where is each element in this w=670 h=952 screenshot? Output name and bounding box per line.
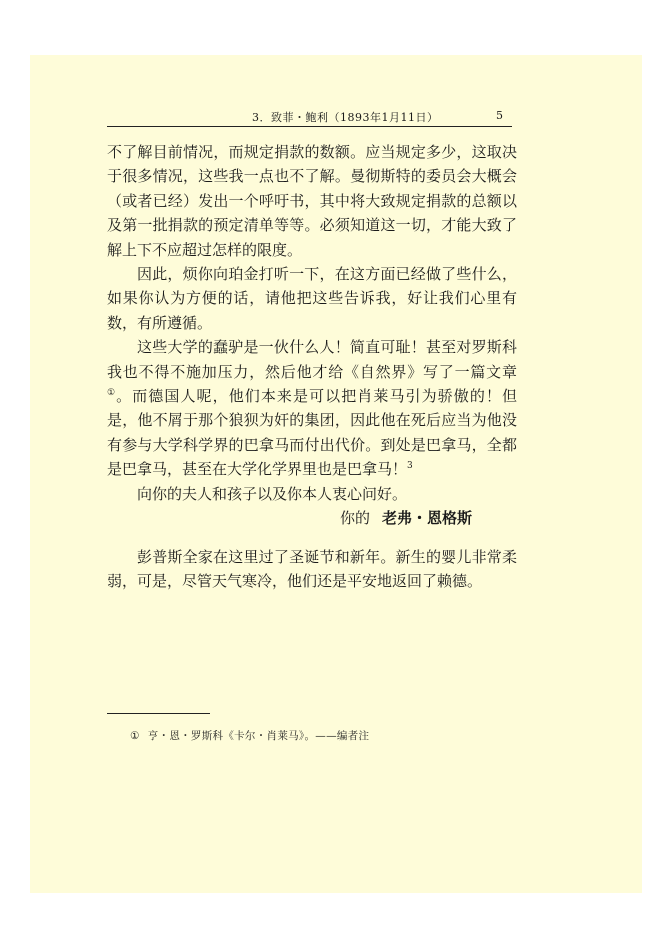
- signature: [107, 506, 517, 530]
- signature-name: 老弗・恩格斯: [382, 509, 473, 528]
- paragraph-3-text-b: 。而德国人呢，他们本来是可以把肖莱马引为骄傲的！但是，他不屑于那个狼狈为奸的集团，因此他在死后应当为他没有参与大学科学界的巴拿马而付出代价。到处是巴拿马，全都是巴拿马，甚至在大学化学界里也是巴拿马！: [107, 387, 517, 479]
- letter-body: [107, 140, 517, 531]
- footnote-text: 亨・恩・罗斯科《卡尔・肖莱马》。——编者注: [147, 730, 370, 742]
- postscript: 彭普斯全家在这里过了圣诞节和新年。新生的婴儿非常柔弱，可是，尽管天气寒冷，他们还是平安地返回了赖德。: [107, 548, 517, 591]
- footnote-rule: [107, 713, 210, 714]
- running-head: [107, 106, 512, 127]
- paragraph-1: 不了解目前情况，而规定捐款的数额。应当规定多少，这取决于很多情况，这些我一点也不了解。曼彻斯特的委员会大概会（或者已经）发出一个呼吁书，其中将大致规定捐款的总额以及第一批捐款的预定清单等等。必须知道这一切，才能大致了解上下不应超过怎样的限度。: [107, 143, 517, 259]
- footnote: [130, 728, 369, 743]
- page-number: 5: [496, 109, 503, 122]
- footnote-marker: ①: [130, 730, 140, 742]
- footnote-reference: ①: [107, 388, 117, 399]
- endnote-reference: 3: [407, 461, 413, 472]
- signature-prefix: 你的: [340, 509, 371, 528]
- postscript-block: [107, 545, 517, 594]
- paragraph-3-text-a: 这些大学的蠢驴是一伙什么人！简直可耻！甚至对罗斯科我也不得不施加压力，然后他才给《自然界》写了一篇文章: [107, 338, 517, 381]
- running-title: 3．致菲・鲍利（1893年1月11日）: [252, 111, 439, 124]
- paragraph-3: [107, 335, 517, 481]
- paragraph-4: 向你的夫人和孩子以及你本人衷心问好。: [137, 484, 408, 503]
- paragraph-2: 因此，烦你向珀金打听一下，在这方面已经做了些什么，如果你认为方便的话，请他把这些告诉我，好让我们心里有数，有所遵循。: [107, 265, 517, 332]
